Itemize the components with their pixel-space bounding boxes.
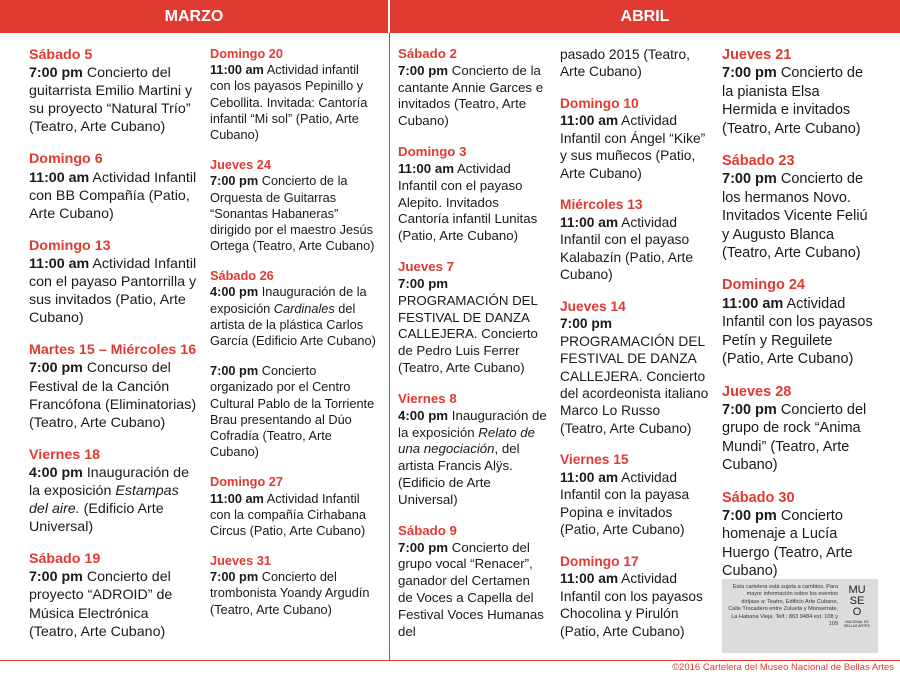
column-2 xyxy=(210,46,378,632)
event-entry xyxy=(722,152,874,262)
event-time: 7:00 pm xyxy=(29,360,83,377)
event-entry xyxy=(29,237,197,327)
event-description: Concierto de la Orquesta de Guitarras “Sonantas Habaneras” dirigido por el maestro Jesús Ortega (Teatro, Arte Cubano) xyxy=(210,173,375,254)
event-date: Sábado 5 xyxy=(29,47,93,63)
info-box xyxy=(722,579,878,653)
event-description: Actividad Infantil con Ángel “Kike” y sus muñecos (Patio, Arte Cubano) xyxy=(560,113,706,181)
event-time: 7:00 pm xyxy=(398,62,449,78)
event-time: 7:00 pm xyxy=(210,363,259,379)
event-date: Jueves 31 xyxy=(210,553,271,569)
logo-line-3: O xyxy=(852,606,862,618)
april-header: ABRIL xyxy=(390,0,900,33)
event-entry xyxy=(210,363,378,460)
march-header: MARZO xyxy=(0,0,388,33)
event-entry xyxy=(29,446,197,536)
event-time: 11:00 am xyxy=(722,295,784,312)
event-date: Jueves 28 xyxy=(722,383,792,400)
logo-line-2: SE xyxy=(849,595,865,607)
event-date: Domingo 10 xyxy=(560,95,639,111)
event-description: Actividad Infantil con el payaso Alepito. Invitados Cantoría infantil Lunitas (Patio, Arte Cubano) xyxy=(398,160,538,244)
column-1 xyxy=(29,46,197,655)
event-description: PROGRAMACIÓN DEL FESTIVAL DE DANZA CALLEJERA. Concierto de Pedro Luis Ferrer (Teatro, Arte Cubano) xyxy=(398,292,538,376)
event-description: Actividad Infantil con BB Compañía (Patio, Arte Cubano) xyxy=(29,169,197,222)
event-description: Inauguración de la exposición Relato de una negociación, del artista Francis Alÿs. (Edificio de Arte Universal) xyxy=(398,407,547,507)
museum-logo xyxy=(842,585,872,628)
event-description: Concierto del trombonista Yoandy Argudín (Teatro, Arte Cubano) xyxy=(210,569,370,617)
event-description: Actividad Infantil con los payasos Petín y Reguilete (Patio, Arte Cubano) xyxy=(722,295,873,368)
event-entry xyxy=(29,46,197,136)
event-time: 7:00 pm xyxy=(722,171,777,188)
event-description: Actividad Infantil con el payaso Pantorrilla y sus invitados (Patio, Arte Cubano) xyxy=(29,255,197,327)
event-description: Inauguración de la exposición Estampas del aire. (Edificio Arte Universal) xyxy=(29,464,190,536)
event-entry xyxy=(210,474,378,539)
event-time: 11:00 am xyxy=(210,62,264,78)
event-date: Jueves 14 xyxy=(560,298,626,314)
event-entry xyxy=(560,46,710,81)
event-date: Domingo 27 xyxy=(210,474,283,490)
event-description: Concierto de la cantante Annie Garces e invitados (Teatro, Arte Cubano) xyxy=(398,62,544,129)
event-description: Actividad infantil con los payasos Pepinillo y Cebollita. Invitada: Cantoría infantil “Mi sol” (Patio, Arte Cubano) xyxy=(210,62,368,142)
event-time: 11:00 am xyxy=(29,255,90,272)
event-time: 11:00 am xyxy=(560,113,619,129)
event-entry xyxy=(722,489,874,581)
event-description: Concierto del guitarrista Emilio Martini y su proyecto “Natural Trío” (Teatro, Arte Cubano) xyxy=(29,65,193,136)
event-description: Actividad Infantil con la compañía Cirhabana Circus (Patio, Arte Cubano) xyxy=(210,490,366,538)
event-description: Actividad Infantil con los payasos Chocolina y Pirulón (Patio, Arte Cubano) xyxy=(560,571,703,639)
info-text: Esta cartelera está sujeta a cambios. Para mayor información sobre los eventos diríjase a: Teatro, Edificio Arte Cubano, Calle Trocadero entre Zulueta y Monserrate, La Habana Vieja. Telf.: 863 9484 ext. 108 y 109 xyxy=(728,584,838,628)
event-date: Viernes 15 xyxy=(560,452,629,468)
event-date: Martes 15 – Miércoles 16 xyxy=(29,342,197,359)
event-entry xyxy=(210,46,378,143)
event-entry xyxy=(560,196,710,283)
event-time: 7:00 pm xyxy=(722,65,777,82)
event-time: 7:00 pm xyxy=(29,569,83,586)
logo-line-1: MU xyxy=(848,584,866,596)
event-entry xyxy=(560,553,710,640)
event-entry xyxy=(210,157,378,254)
event-description: Actividad Infantil con la payasa Popina e invitados (Patio, Arte Cubano) xyxy=(560,469,690,538)
event-time: 7:00 pm xyxy=(398,539,449,555)
event-entry xyxy=(560,298,710,438)
event-description: Concierto organizado por el Centro Cultural Pablo de la Torriente Brau presentando al Dúo Cofradía (Teatro, Arte Cubano) xyxy=(210,363,375,460)
event-date: Sábado 2 xyxy=(398,46,457,61)
event-description: PROGRAMACIÓN DEL FESTIVAL DE DANZA CALLEJERA. Concierto del acordeonista italiano Marco Lo Russo (Teatro, Arte Cubano) xyxy=(560,333,709,436)
event-entry xyxy=(398,523,548,641)
event-entry xyxy=(560,95,710,182)
event-entry xyxy=(29,150,197,222)
event-date: Jueves 7 xyxy=(398,259,454,275)
event-time: 4:00 pm xyxy=(398,407,449,423)
event-date: Domingo 13 xyxy=(29,237,111,254)
logo-subtitle: NACIONAL DE BELLAS ARTES xyxy=(844,620,870,628)
event-description: pasado 2015 (Teatro, Arte Cubano) xyxy=(560,47,690,80)
event-date: Domingo 24 xyxy=(722,277,805,294)
event-date: Sábado 26 xyxy=(210,268,274,284)
event-description: Concierto de la pianista Elsa Hermida e invitados (Teatro, Arte Cubano) xyxy=(722,65,864,137)
event-description: Actividad Infantil con el payaso Kalabazín (Patio, Arte Cubano) xyxy=(560,214,693,283)
event-time: 11:00 am xyxy=(560,469,619,485)
event-date: Domingo 6 xyxy=(29,151,103,168)
event-time: 7:00 pm xyxy=(210,569,259,585)
footer-copyright: ©2016 Cartelera del Museo Nacional de Bellas Artes xyxy=(672,662,894,673)
event-entry xyxy=(29,550,197,640)
event-date: Miércoles 13 xyxy=(560,197,643,213)
event-entry xyxy=(398,144,548,245)
event-entry xyxy=(210,553,378,618)
event-entry xyxy=(398,259,548,377)
event-time: 7:00 pm xyxy=(560,316,612,332)
event-date: Viernes 18 xyxy=(29,446,101,463)
event-time: 7:00 pm xyxy=(722,401,777,418)
event-description: Inauguración de la exposición Cardinales del artista de la plástica Carlos García (Edificio Arte Cubano) xyxy=(210,284,376,348)
event-time: 4:00 pm xyxy=(210,284,259,300)
event-time: 11:00 am xyxy=(398,160,454,176)
event-date: Jueves 21 xyxy=(722,47,792,63)
event-date: Jueves 24 xyxy=(210,157,271,173)
event-date: Domingo 17 xyxy=(560,553,639,569)
event-date: Sábado 9 xyxy=(398,522,457,538)
event-description: Concierto del grupo de rock “Anima Mundi” (Teatro, Arte Cubano) xyxy=(722,401,867,474)
column-3 xyxy=(398,46,548,655)
event-description: Concierto del proyecto “ADROID” de Música Electrónica (Teatro, Arte Cubano) xyxy=(29,569,173,640)
event-time: 7:00 pm xyxy=(29,65,83,82)
event-time: 7:00 pm xyxy=(210,173,259,189)
event-date: Sábado 23 xyxy=(722,153,795,170)
event-date: Sábado 30 xyxy=(722,489,795,506)
month-divider xyxy=(389,33,390,661)
event-time: 7:00 pm xyxy=(398,275,449,291)
event-time: 7:00 pm xyxy=(722,507,777,524)
event-time: 11:00 am xyxy=(560,214,619,230)
column-5 xyxy=(722,46,874,595)
event-date: Domingo 3 xyxy=(398,144,467,160)
event-date: Viernes 8 xyxy=(398,390,457,406)
event-entry xyxy=(722,46,874,138)
event-entry xyxy=(29,341,197,431)
event-time: 11:00 am xyxy=(210,490,264,506)
column-4 xyxy=(560,46,710,654)
event-entry xyxy=(722,276,874,368)
event-entry xyxy=(210,268,378,349)
event-description: Concierto homenaje a Lucía Huergo (Teatro, Arte Cubano) xyxy=(722,507,853,580)
event-description: Concurso del Festival de la Canción Francófona (Eliminatorias) (Teatro, Arte Cubano) xyxy=(29,360,197,431)
event-time: 11:00 am xyxy=(560,571,619,587)
event-date: Domingo 20 xyxy=(210,46,283,61)
event-time: 11:00 am xyxy=(29,169,90,186)
event-time: 4:00 pm xyxy=(29,464,83,481)
event-date: Sábado 19 xyxy=(29,551,101,568)
event-entry xyxy=(398,46,548,130)
event-description: Concierto de los hermanos Novo. Invitados Vicente Feliú y Augusto Blanca (Teatro, Arte Cubano) xyxy=(722,171,868,262)
event-entry xyxy=(560,451,710,538)
event-description: Concierto del grupo vocal “Renacer”, ganador del Certamen de Voces a Capella del Festival Voces Humanas del xyxy=(398,539,544,639)
event-entry xyxy=(722,383,874,475)
event-entry xyxy=(398,391,548,509)
